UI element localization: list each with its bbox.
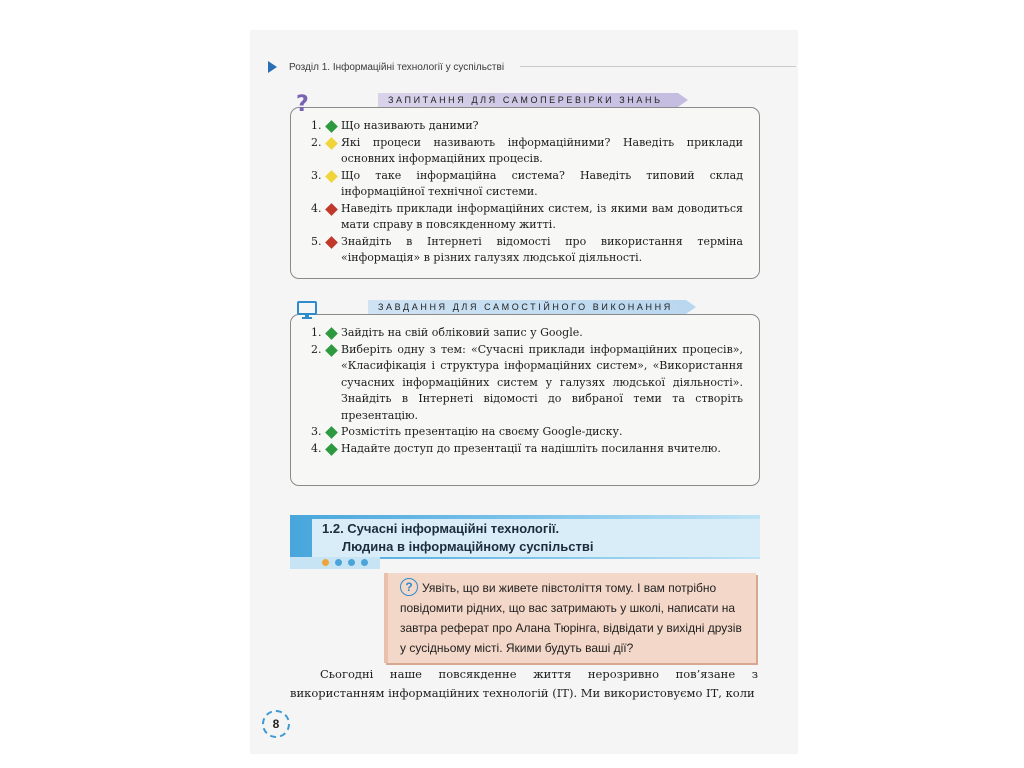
list-item (311, 168, 743, 201)
independent-tasks-box (290, 314, 760, 486)
item-number: 4. (311, 441, 322, 455)
body-paragraph: Сьогодні наше повсякденне життя нерозривно пов’язане з використанням інформаційних технологій (ІТ). Ми використовуємо ІТ, коли (290, 667, 758, 700)
list-item (311, 325, 743, 342)
difficulty-diamond-icon (325, 344, 338, 357)
item-text: Виберіть одну з тем: «Сучасні приклади інформаційних процесів», «Класифікація і структура інформаційних систем», «Використання сучасних інформаційних систем у галузях людської діяльності». Знайдіть в Інтернеті відомості до вибраної теми та створіть презентацію. (341, 342, 743, 422)
difficulty-diamond-icon (325, 170, 338, 183)
difficulty-diamond-icon (325, 120, 338, 133)
item-text: Зайдіть на свій обліковий запис у Google. (341, 326, 583, 339)
independent-tasks-title: ЗАВДАННЯ ДЛЯ САМОСТІЙНОГО ВИКОНАННЯ (368, 300, 686, 314)
difficulty-diamond-icon (325, 443, 338, 456)
independent-tasks-list (311, 325, 743, 457)
item-number: 1. (311, 119, 322, 132)
discussion-note (384, 573, 756, 663)
list-item (311, 424, 743, 441)
list-item (311, 234, 743, 267)
monitor-icon (296, 300, 318, 320)
item-number: 2. (311, 135, 322, 149)
item-number: 2. (311, 342, 322, 356)
progress-dots (322, 559, 368, 566)
dot (361, 559, 368, 566)
running-header (268, 59, 504, 75)
item-text: Які процеси називають інформаційними? Наведіть приклади основних інформаційних процесів. (341, 135, 743, 165)
difficulty-diamond-icon (325, 203, 338, 216)
dot (348, 559, 355, 566)
list-item (311, 135, 743, 168)
self-check-title: ЗАПИТАННЯ ДЛЯ САМОПЕРЕВІРКИ ЗНАНЬ (378, 93, 678, 107)
item-number: 3. (311, 168, 322, 182)
difficulty-diamond-icon (325, 327, 338, 340)
dot (335, 559, 342, 566)
item-text: Що таке інформаційна система? Наведіть типовий склад інформаційної технічної системи. (341, 168, 743, 198)
question-mark-icon: ? (296, 92, 309, 117)
item-text: Наведіть приклади інформаційних систем, із якими вам доводиться мати справу в повсякденному житті. (341, 201, 743, 231)
item-text: Надайте доступ до презентації та надішліть посилання вчителю. (341, 441, 721, 455)
list-item (311, 342, 743, 425)
item-number: 4. (311, 201, 322, 215)
note-text: Уявіть, що ви живете півстоліття тому. І вам потрібно повідомити рідних, що вас затримають у школі, написати на завтра реферат про Алана Тюрінга, відвідати у вихідні друзів у сусідньому місті. Якими будуть ваші дії? (400, 581, 742, 655)
item-number: 5. (311, 234, 322, 248)
self-check-questions-list (311, 118, 743, 267)
item-text: Що називають даними? (341, 119, 479, 132)
list-item (311, 441, 743, 458)
question-circle-icon: ? (400, 578, 418, 596)
header-text: Розділ 1. Інформаційні технології у суспільстві (289, 61, 505, 73)
list-item (311, 201, 743, 234)
section-heading-line-1: 1.2. Сучасні інформаційні технології. (322, 521, 560, 536)
dot (322, 559, 329, 566)
header-arrow-icon (268, 61, 277, 73)
page-number: 8 (262, 710, 290, 738)
section-heading-line-2: Людина в інформаційному суспільстві (342, 539, 594, 554)
header-divider (520, 66, 796, 67)
item-text: Розмістіть презентацію на своєму Google-диску. (341, 425, 623, 438)
difficulty-diamond-icon (325, 426, 338, 439)
self-check-questions-box (290, 107, 760, 279)
list-item (311, 118, 743, 135)
difficulty-diamond-icon (325, 137, 338, 150)
item-number: 3. (311, 425, 322, 438)
section-heading (322, 520, 593, 556)
difficulty-diamond-icon (325, 236, 338, 249)
item-text: Знайдіть в Інтернеті відомості про використання терміна «інформація» в різних галузях людської діяльності. (341, 234, 743, 264)
item-number: 1. (311, 326, 322, 339)
